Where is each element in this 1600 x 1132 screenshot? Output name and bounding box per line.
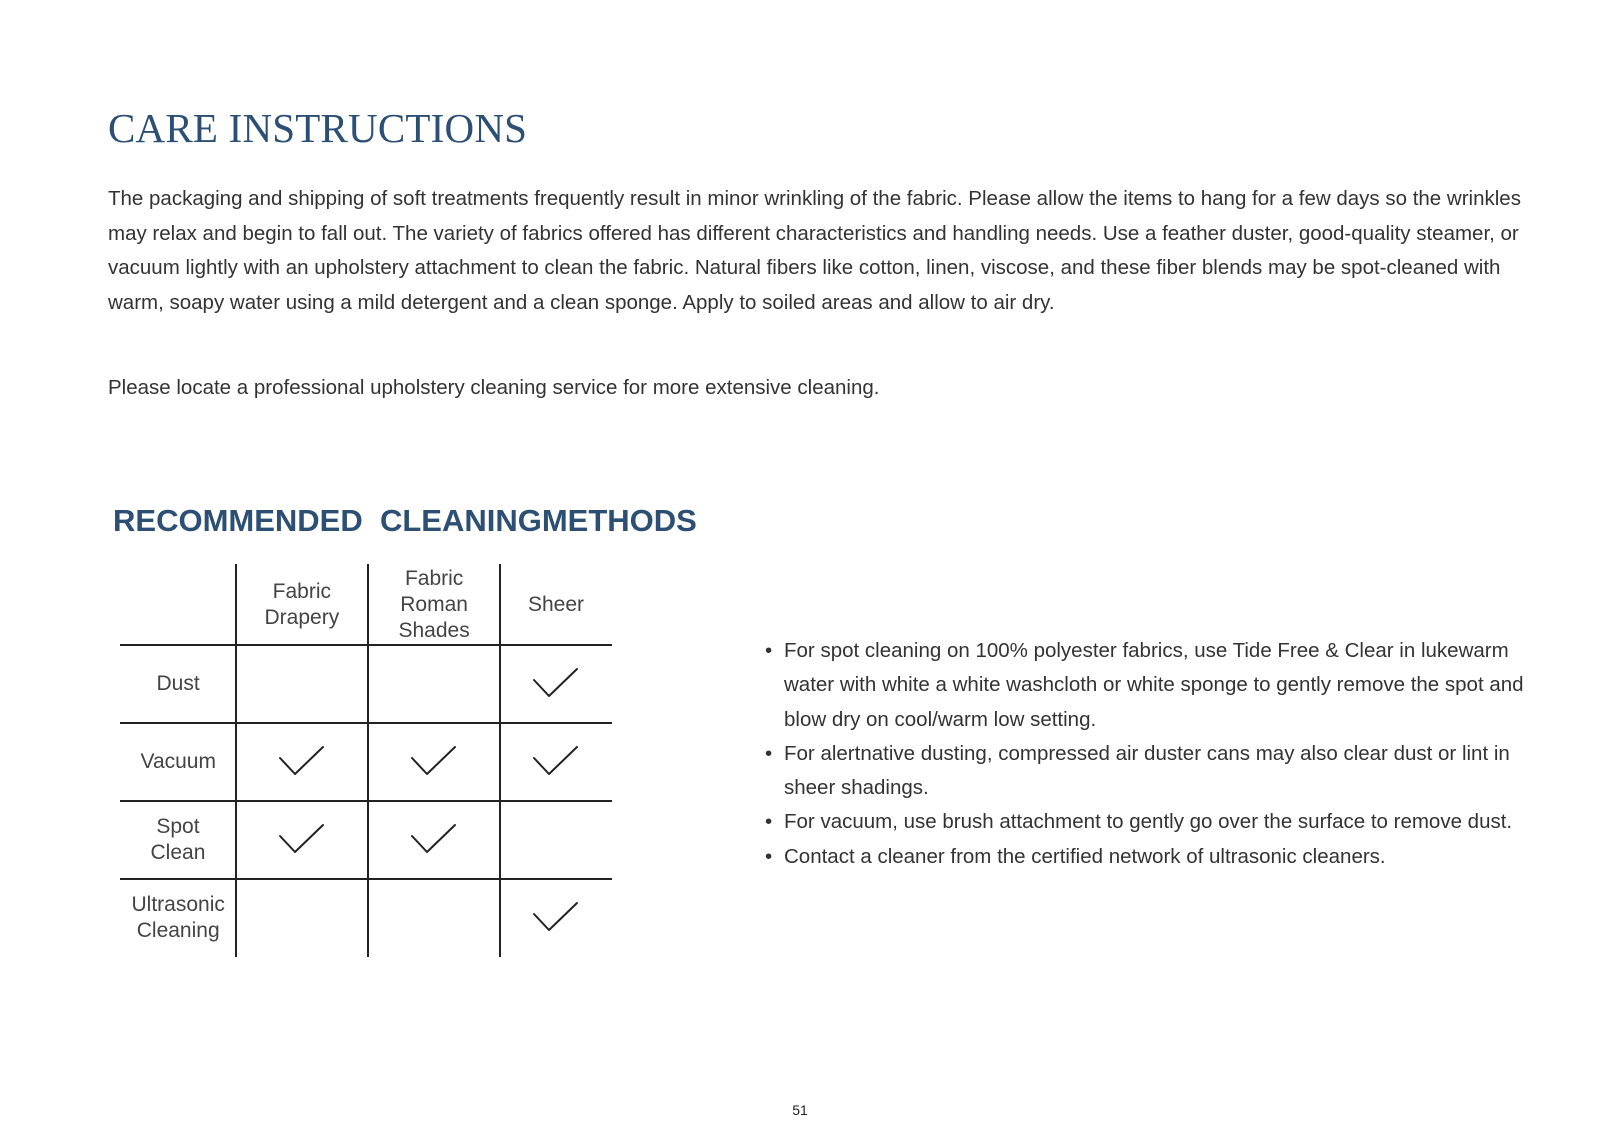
table-row-label: Vacuum <box>140 750 216 773</box>
checkmark-icon <box>412 747 455 774</box>
table-row-label: Spot Clean <box>150 815 206 864</box>
table-column-header: Fabric Drapery <box>264 579 340 629</box>
page-title: CARE INSTRUCTIONS <box>108 105 528 151</box>
checkmark-icon <box>280 825 323 852</box>
care-tips-list <box>765 634 1545 874</box>
table-row-label: Dust <box>156 672 200 695</box>
page-number: 51 <box>792 1102 808 1118</box>
professional-cleaning-note: Please locate a professional upholstery cleaning service for more extensive cleaning. <box>108 376 880 399</box>
checkmark-icon <box>534 669 577 696</box>
section-heading: RECOMMENDED CLEANINGMETHODS <box>113 503 697 538</box>
checkmark-icon <box>412 825 455 852</box>
checkmark-icon <box>534 903 577 930</box>
checkmark-icon <box>534 747 577 774</box>
intro-paragraph: The packaging and shipping of soft treatments frequently result in minor wrinkling of the fabric. Please allow the items to hang for a few days so the wrinkles may relax and begin to fall out. The variety of fabrics offered has different characteristics and handling needs. Use a feather duster, good-quality steamer, or vacuum lightly with an upholstery attachment to clean the fabric. Natural fibers like cotton, linen, viscose, and these fiber blends may be spot-cleaned with warm, soapy water using a mild detergent and a clean sponge. Apply to soiled areas and allow to air dry. <box>108 187 1521 314</box>
table-column-header: Fabric Roman Shades <box>398 566 470 642</box>
table-column-header: Sheer <box>528 592 585 616</box>
table-row-label: Ultrasonic Cleaning <box>131 893 225 942</box>
care-tip-item: • For vacuum, use brush attachment to gently go over the surface to remove dust. <box>765 805 1545 839</box>
checkmark-icon <box>280 747 323 774</box>
care-tip-item: • Contact a cleaner from the certified network of ultrasonic cleaners. <box>765 840 1545 874</box>
care-tip-item: • For alertnative dusting, compressed air duster cans may also clear dust or lint in sheer shadings. <box>765 737 1545 806</box>
care-tip-item: • For spot cleaning on 100% polyester fabrics, use Tide Free & Clear in lukewarm water with white a white washcloth or white sponge to gently remove the spot and blow dry on cool/warm low setting. <box>765 634 1545 737</box>
